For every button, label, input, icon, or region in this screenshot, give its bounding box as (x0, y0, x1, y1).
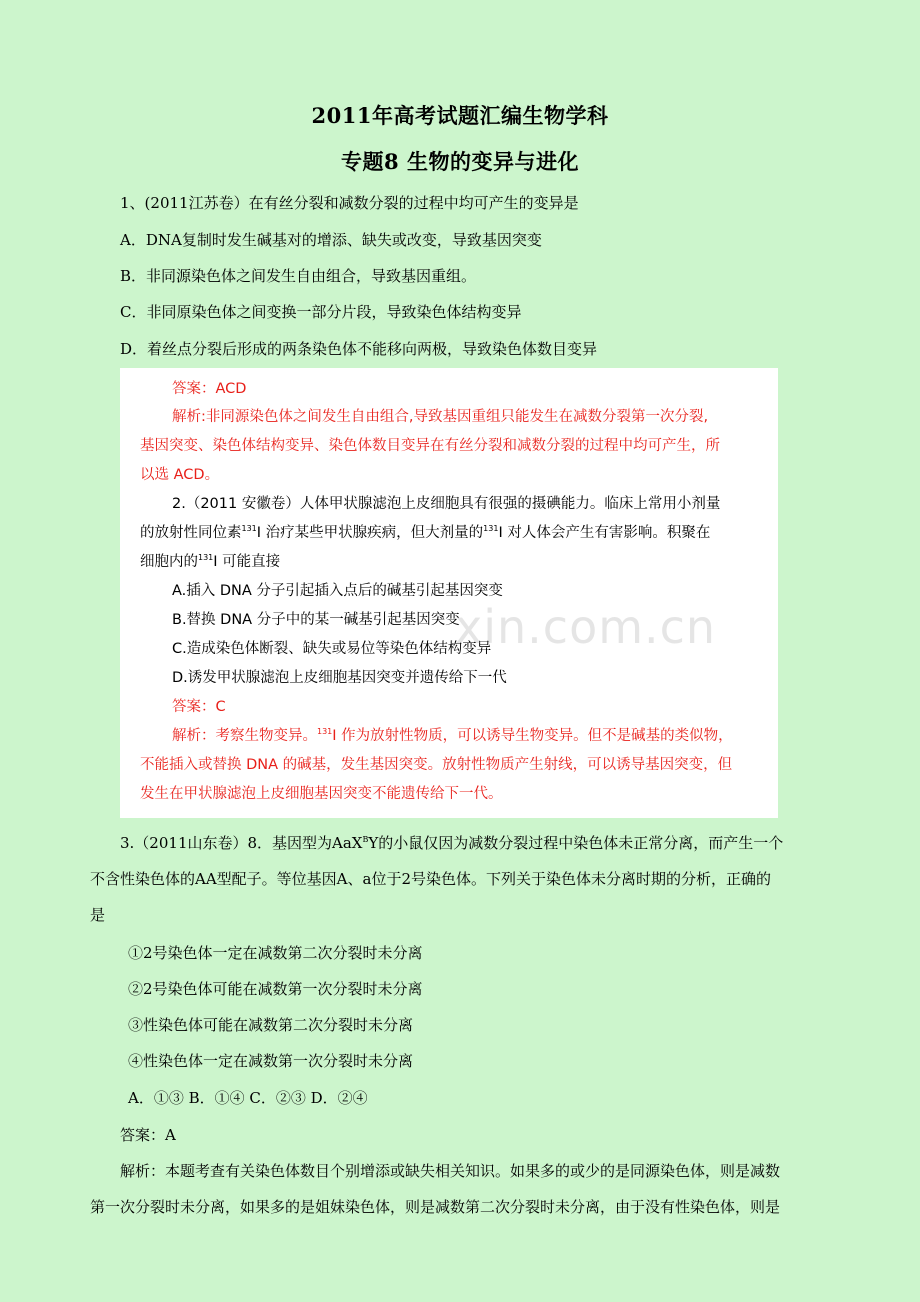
q2-line2-a: 的放射性同位素 (140, 525, 242, 541)
q2-line2-c: I 对人体会产生有害影响。积聚在 (498, 525, 711, 541)
analysis1-line3: 以选 ACD。 (140, 467, 220, 483)
analysis2-line1-sup: 131 (317, 727, 333, 737)
q3-answer: 答案：A (120, 1126, 176, 1144)
q2-line2-b: I 治疗某些甲状腺疾病，但大剂量的 (256, 525, 484, 541)
q3-line1 (120, 832, 783, 853)
analysis2-line1 (172, 724, 733, 745)
analysis2-line1-b: I 作为放射性物质，可以诱导生物变异。但不是碱基的类似物， (332, 728, 733, 744)
q2-line2-sup2: 131 (483, 524, 499, 534)
answer1: 答案：ACD (172, 381, 247, 397)
q3-line2: 不含性染色体的AA型配子。等位基因A、a位于2号染色体。下列关于染色体未分离时期的分析，正确的 (90, 870, 771, 888)
q2-line2 (140, 521, 710, 542)
analysis1-line1: 解析:非同源染色体之间发生自由组合,导致基因重组只能发生在减数分裂第一次分裂, (172, 409, 709, 425)
q2-line1: 2.（2011 安徽卷）人体甲状腺滤泡上皮细胞具有很强的摄碘能力。临床上常用小剂量 (172, 496, 721, 512)
q2-option-b: B.替换 DNA 分子中的某一碱基引起基因突变 (172, 612, 460, 628)
analysis2-line2: 不能插入或替换 DNA 的碱基，发生基因突变。放射性物质产生射线，可以诱导基因突变，但 (140, 757, 733, 773)
q2-line3-sup: 131 (198, 553, 214, 563)
analysis2-line3: 发生在甲状腺滤泡上皮细胞基因突变不能遗传给下一代。 (140, 786, 503, 802)
q2-line3 (140, 550, 280, 571)
q2-option-d: D.诱发甲状腺滤泡上皮细胞基因突变并遗传给下一代 (172, 670, 507, 686)
q2-option-a: A.插入 DNA 分子引起插入点后的碱基引起基因突变 (172, 583, 503, 599)
doc-subtitle: 专题8 生物的变异与进化 (341, 149, 579, 174)
q3-item2: ②2号染色体可能在减数第一次分裂时未分离 (128, 980, 423, 998)
analysis2-line1-a: 解析：考察生物变异。 (172, 728, 317, 744)
q3-line3: 是 (90, 906, 106, 924)
q2-line3-b: I 可能直接 (213, 554, 281, 570)
watermark: xin.com.cn (455, 600, 717, 654)
q2-line2-sup1: 131 (241, 524, 257, 534)
answer2: 答案：C (172, 699, 226, 715)
q2-option-c: C.造成染色体断裂、缺失或易位等染色体结构变异 (172, 641, 492, 657)
doc-title: 2011年高考试题汇编生物学科 (311, 103, 609, 128)
q3-item1: ①2号染色体一定在减数第二次分裂时未分离 (128, 944, 423, 962)
q3-analysis-line2: 第一次分裂时未分离，如果多的是姐妹染色体，则是减数第二次分裂时未分离，由于没有性染色体，则是 (90, 1198, 781, 1216)
embedded-answer-box (120, 368, 778, 818)
q1-option-b: B．非同源染色体之间发生自由组合，导致基因重组。 (120, 267, 477, 285)
q3-line1-b: Y的小鼠仅因为减数分裂过程中染色体未正常分离，而产生一个 (368, 834, 784, 852)
q1-option-d: D．着丝点分裂后形成的两条染色体不能移向两极，导致染色体数目变异 (120, 340, 598, 358)
q2-line3-a: 细胞内的 (140, 554, 198, 570)
q3-item3: ③性染色体可能在减数第二次分裂时未分离 (128, 1016, 414, 1034)
q3-line1-sup: B (362, 835, 369, 844)
analysis1-line2: 基因突变、染色体结构变异、染色体数目变异在有丝分裂和减数分裂的过程中均可产生，所 (140, 438, 720, 454)
q1-stem: 1、(2011江苏卷）在有丝分裂和减数分裂的过程中均可产生的变异是 (120, 194, 579, 212)
q3-item4: ④性染色体一定在减数第一次分裂时未分离 (128, 1052, 414, 1070)
q3-analysis-line1: 解析：本题考查有关染色体数目个别增添或缺失相关知识。如果多的或少的是同源染色体，则是减数 (120, 1162, 781, 1180)
q1-option-a: A．DNA复制时发生碱基对的增添、缺失或改变，导致基因突变 (120, 231, 542, 249)
q3-line1-a: 3.（2011山东卷）8．基因型为AaX (120, 834, 363, 852)
q1-option-c: C．非同原染色体之间变换一部分片段，导致染色体结构变异 (120, 303, 522, 321)
q3-options: A．①③ B．①④ C．②③ D．②④ (128, 1089, 368, 1107)
